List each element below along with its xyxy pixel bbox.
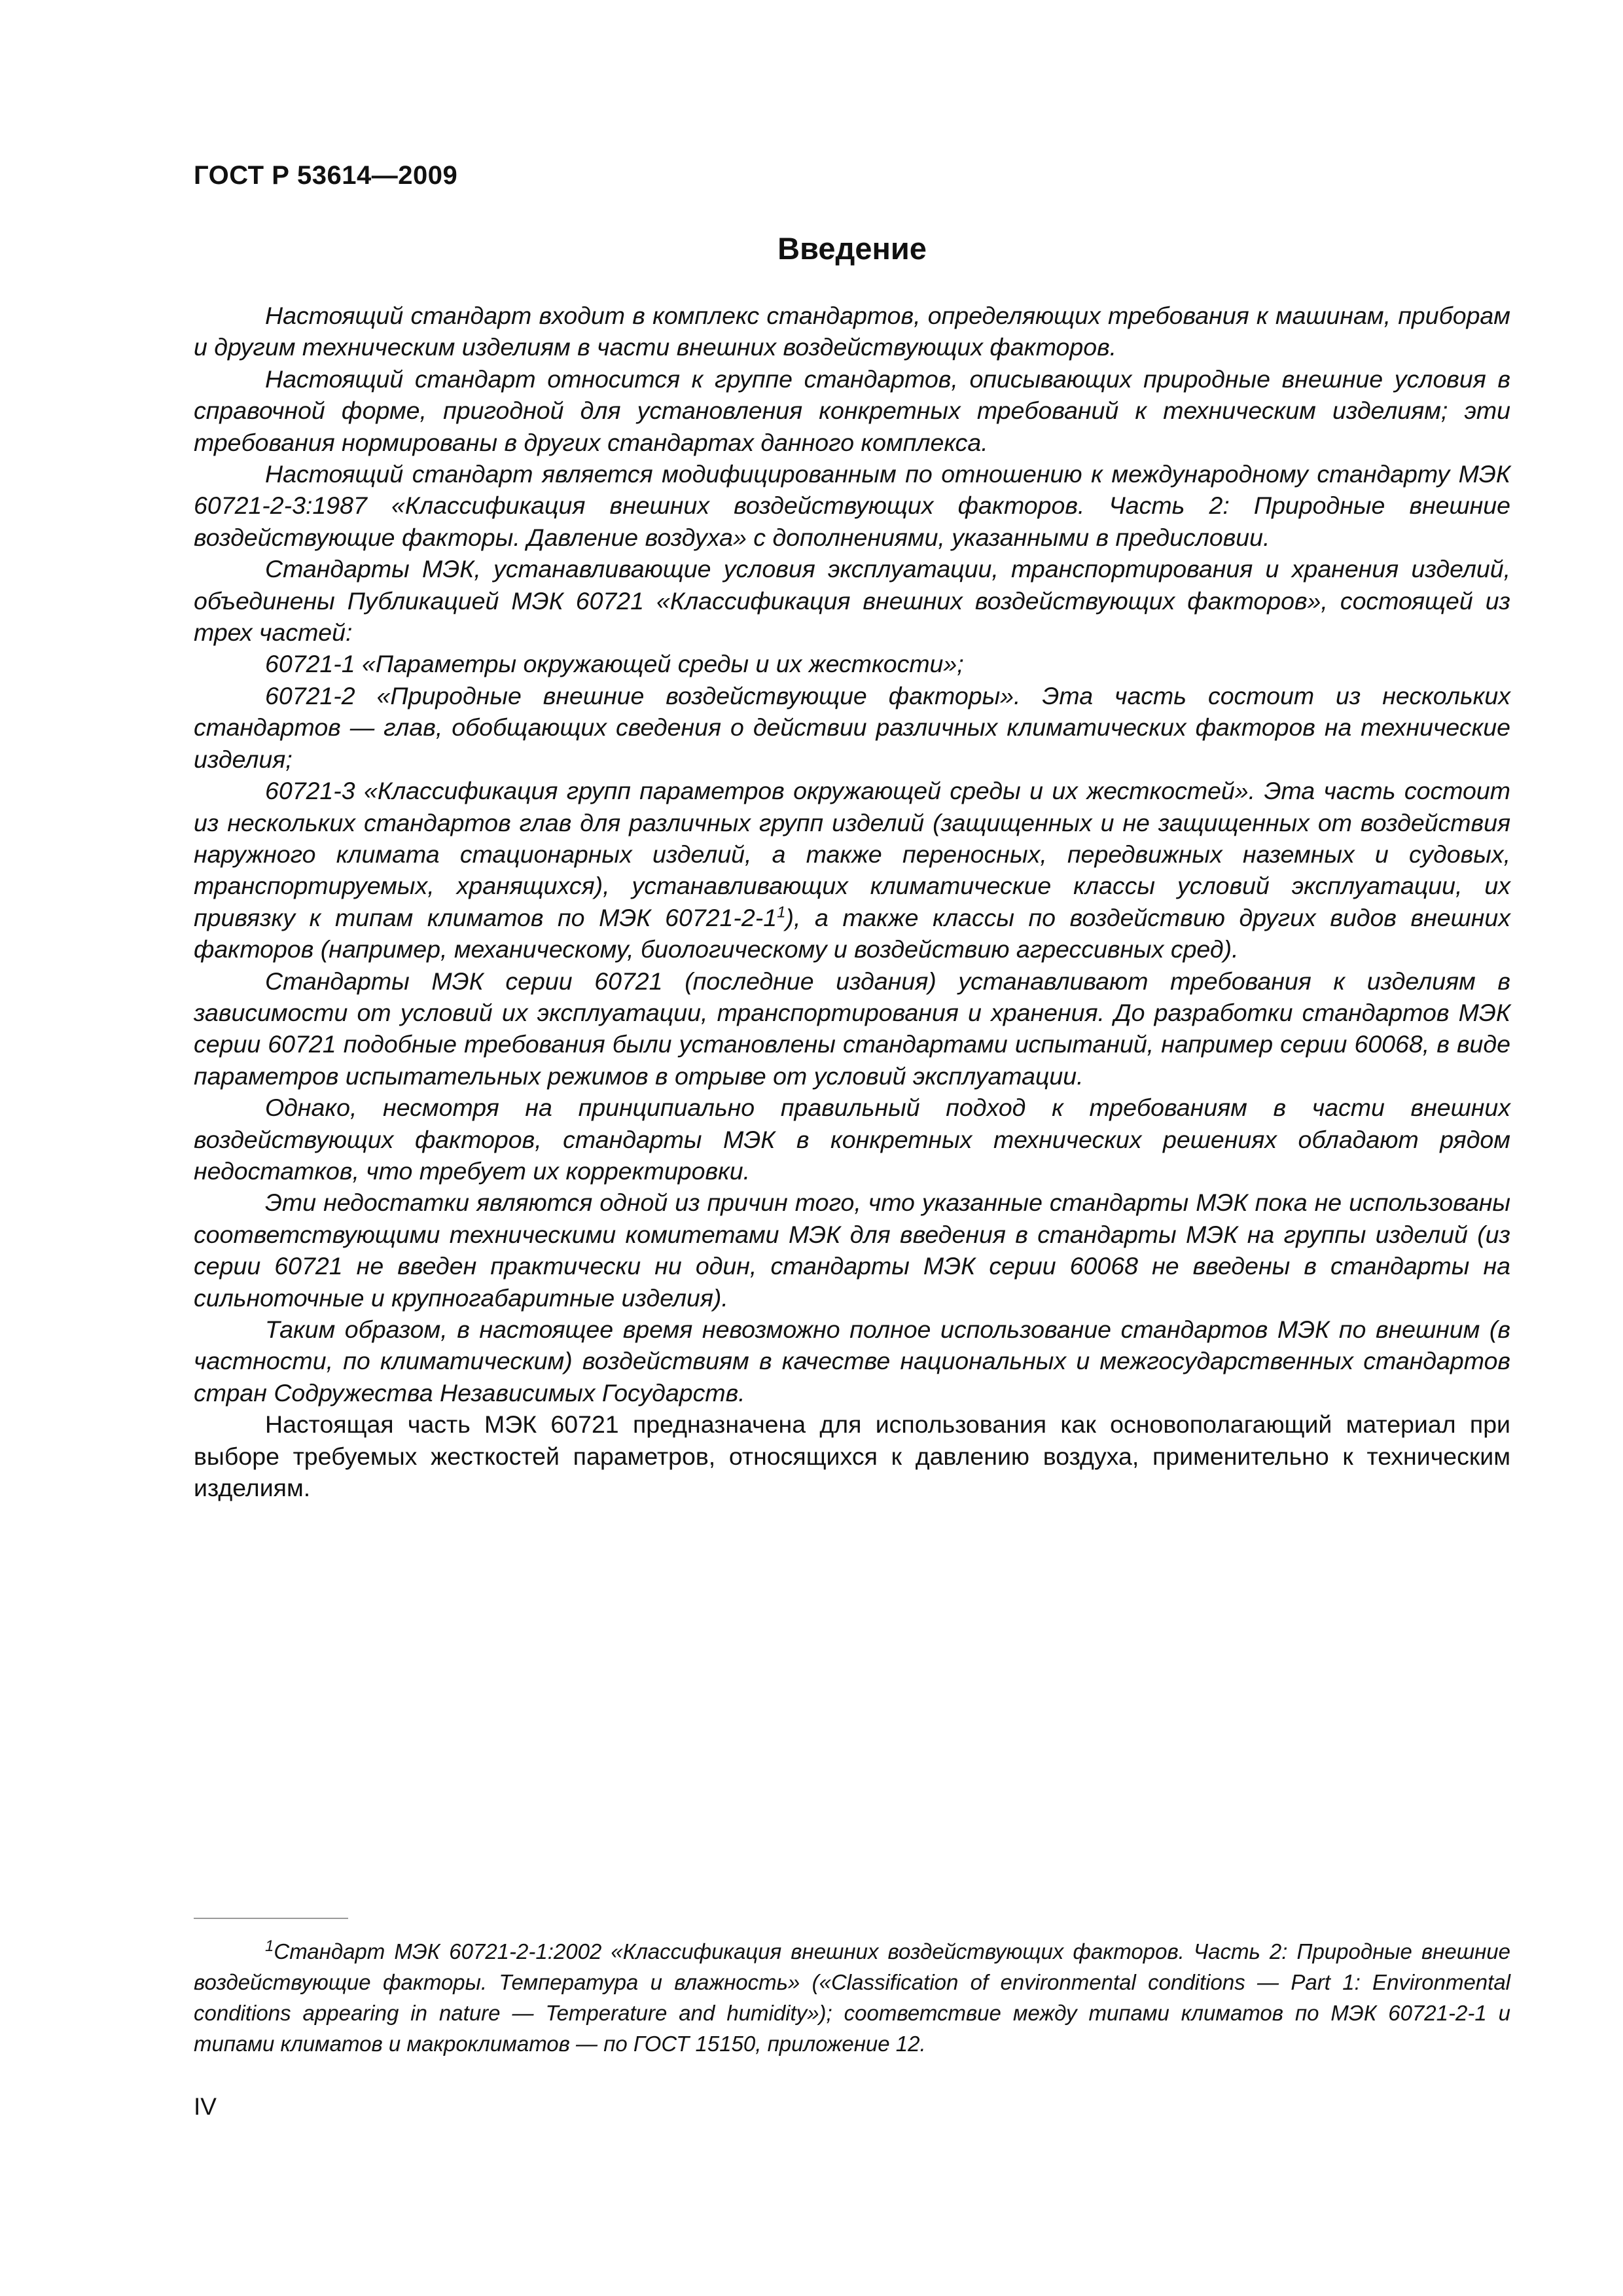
footnote-separator	[194, 1918, 348, 1919]
footnote-reference: 1	[777, 903, 786, 922]
footnote-marker: 1	[265, 1937, 274, 1955]
paragraph-text: 60721-3 «Классификация групп параметров окружающей среды и их жесткостей». Эта часть состоит из нескольких стандартов глав для различных групп изделий (защищенных и не защищенных от воздействия наружного климата стационарных изделий, а также переносных, передвижных наземных и судовых, транспортируемых, хранящихся), устанавливающих климатические классы условий эксплуатации, их привязку к типам климатов по МЭК 60721-2-1	[194, 777, 1510, 931]
paragraph: Таким образом, в настоящее время невозможно полное использование стандартов МЭК по внешним (в частности, по климатическим) воздействиям в качестве национальных и межгосударственных стандартов стран Содружества Независимых Государств.	[194, 1316, 1510, 1407]
paragraph-text: ), а также классы по воздействию других видов внешних факторов (например, механическому, биологическому и воздействию агрессивных сред).	[194, 903, 1510, 963]
paragraph: Настоящий стандарт относится к группе стандартов, описывающих природные внешние условия в справочной форме, пригодной для установления конкретных требований к техническим изделиям; эти требования нормированы в других стандартах данного комплекса.	[194, 365, 1510, 456]
list-item: 60721-1 «Параметры окружающей среды и их жесткости»;	[265, 650, 964, 678]
paragraph: Однако, несмотря на принципиально правильный подход к требованиям в части внешних воздействующих факторов, стандарты МЭК в конкретных технических решениях обладают рядом недостатков, что требует их корректировки.	[194, 1094, 1510, 1185]
paragraph: Настоящий стандарт является модифицированным по отношению к международному стандарту МЭК 60721-2-3:1987 «Классификация внешних воздействующих факторов. Часть 2: Природные внешние воздействующие факторы. Давление воздуха» с дополнениями, указанными в предисловии.	[194, 460, 1510, 551]
paragraph: Настоящая часть МЭК 60721 предназначена для использования как основополагающий материал при выборе требуемых жесткостей параметров, относящихся к давлению воздуха, применительно к техническим изделиям.	[194, 1410, 1510, 1502]
footnote-text: Стандарт МЭК 60721-2-1:2002 «Классификация внешних воздействующих факторов. Часть 2: Природные внешние воздействующие факторы. Температура и влажность» («Classification of environmental conditions — Part 1: Environmental conditions appearing in nature — Temperature and humidity»); соответствие между типами климатов по МЭК 60721-2-1 и типами климатов и макроклиматов — по ГОСТ 15150, приложение 12.	[194, 1939, 1510, 2056]
list-item: 60721-2 «Природные внешние воздействующие факторы». Эта часть состоит из нескольких стандартов — глав, обобщающих сведения о действии различных климатических факторов на технические изделия;	[194, 681, 1510, 773]
section-title: Введение	[777, 231, 927, 266]
paragraph: Стандарты МЭК, устанавливающие условия эксплуатации, транспортирования и хранения изделий, объединены Публикацией МЭК 60721 «Классификация внешних воздействующих факторов», состоящей из трех частей:	[194, 555, 1510, 647]
paragraph: Эти недостатки являются одной из причин того, что указанные стандарты МЭК пока не использованы соответствующими техническими комитетами МЭК для введения в стандарты МЭК на группы изделий (из серии 60721 не введен практически ни один, стандарты МЭК серии 60068 не введены в стандарты на сильноточные и крупногабаритные изделия).	[194, 1189, 1510, 1312]
footnote	[194, 1936, 1510, 2059]
paragraph: Настоящий стандарт входит в комплекс стандартов, определяющих требования к машинам, приборам и другим техническим изделиям в части внешних воздействующих факторов.	[194, 302, 1510, 361]
page-number: IV	[194, 2093, 217, 2120]
document-id: ГОСТ Р 53614—2009	[194, 161, 458, 190]
paragraph: Стандарты МЭК серии 60721 (последние издания) устанавливают требования к изделиям в зависимости от условий их эксплуатации, транспортирования и хранения. До разработки стандартов МЭК серии 60721 подобные требования были установлены стандартами испытаний, например серии 60068, в виде параметров испытательных режимов в отрыве от условий эксплуатации.	[194, 967, 1510, 1090]
document-body	[194, 300, 1510, 1503]
list-item	[194, 775, 1510, 965]
